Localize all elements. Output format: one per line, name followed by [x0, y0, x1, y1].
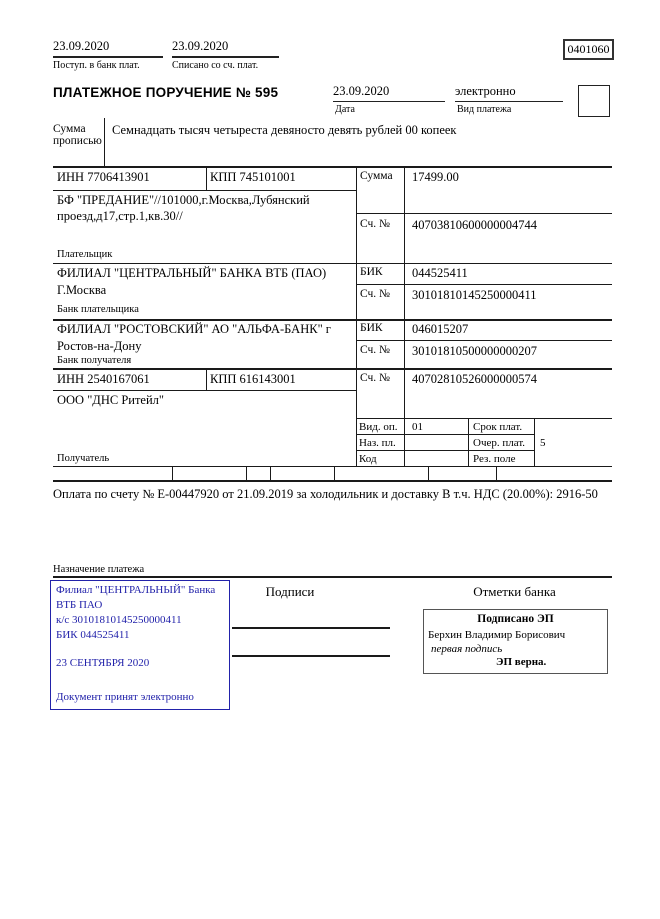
received-date-value: 23.09.2020 — [53, 39, 163, 58]
payer-name: БФ "ПРЕДАНИЕ"//101000,г.Москва,Лубянский проезд,д17,стр.1,кв.30// — [57, 193, 310, 223]
signatures-title: Подписи — [265, 584, 315, 599]
debited-date-value: 23.09.2020 — [172, 39, 279, 58]
debited-date-label: Списано со сч. плат. — [172, 60, 259, 71]
payee-kpp: КПП 616143001 — [210, 372, 296, 386]
table-line-v — [104, 118, 105, 166]
table-line-h — [53, 390, 356, 391]
payer-bank-account: 30101810145250000411 — [412, 288, 537, 302]
signature-line — [232, 627, 390, 629]
table-line-h — [356, 434, 534, 435]
payer-bank-account-label: Сч. № — [360, 288, 391, 300]
payee-bank-bik: 046015207 — [412, 322, 469, 336]
table-line-h — [356, 450, 534, 451]
stamp-corr-account: к/с 30101810145250000411 — [56, 614, 182, 626]
priority-checkbox — [578, 85, 610, 117]
form-code-box: 0401060 — [563, 39, 614, 60]
payer-bank-bik-label: БИК — [360, 266, 383, 278]
payee-bank-account-label: Сч. № — [360, 344, 391, 356]
payer-account-label: Сч. № — [360, 218, 391, 230]
bank-marks-title: Отметки банка — [473, 584, 556, 599]
payee-name: ООО "ДНС Ритейл" — [57, 393, 165, 407]
table-line-h — [356, 284, 612, 285]
table-line-h — [356, 418, 612, 419]
priority-value: 5 — [540, 437, 546, 449]
esign-verified: ЭП верна. — [496, 656, 547, 668]
table-line-h — [356, 213, 612, 214]
amount-words-value: Семнадцать тысяч четыреста девяносто девять рублей 00 копеек — [112, 123, 457, 137]
esignature-box — [423, 609, 608, 674]
table-line-v — [468, 418, 469, 466]
payment-term-label: Срок плат. — [473, 421, 523, 433]
payee-bank-city: Ростов-на-Дону — [57, 339, 142, 353]
stamp-bank-name-line2: ВТБ ПАО — [56, 599, 103, 611]
table-line-v — [206, 166, 207, 190]
payee-bank-name: ФИЛИАЛ "РОСТОВСКИЙ" АО "АЛЬФА-БАНК" г — [57, 322, 331, 336]
stamp-accepted-note: Документ принят электронно — [56, 691, 194, 704]
amount-cell-label: Сумма — [360, 170, 393, 182]
signature-line — [232, 655, 390, 657]
payer-label: Плательщик — [57, 249, 113, 260]
table-line-v — [334, 466, 335, 480]
payee-account: 40702810526000000574 — [412, 372, 537, 386]
stamp-bank-name-line1: Филиал "ЦЕНТРАЛЬНЫЙ" Банка — [56, 584, 216, 596]
stamp-date: 23 СЕНТЯБРЯ 2020 — [56, 657, 150, 669]
payee-account-label: Сч. № — [360, 372, 391, 384]
naz-pl-label: Наз. пл. — [359, 437, 396, 449]
table-line-h — [53, 368, 612, 370]
table-line-h — [53, 576, 612, 578]
payer-bank-label: Банк плательщика — [57, 304, 139, 315]
payer-bank-bik: 044525411 — [412, 266, 468, 280]
table-line-h — [53, 263, 612, 264]
esign-title: Подписано ЭП — [477, 613, 554, 625]
table-line-v — [270, 466, 271, 480]
payee-label: Получатель — [57, 453, 110, 464]
table-line-v — [534, 418, 535, 466]
payer-kpp: КПП 745101001 — [210, 170, 296, 184]
payer-bank-name: ФИЛИАЛ "ЦЕНТРАЛЬНЫЙ" БАНКА ВТБ (ПАО) — [57, 266, 327, 280]
payment-purpose-text: Оплата по счету № Е-00447920 от 21.09.2019 за холодильник и доставку В т.ч. НДС (20.00%): 2916-50 — [53, 487, 598, 501]
priority-label: Очер. плат. — [473, 437, 526, 449]
payer-account: 40703810600000004744 — [412, 218, 537, 232]
payee-bank-label: Банк получателя — [57, 355, 132, 366]
table-line-h — [53, 319, 612, 321]
table-line-v — [428, 466, 429, 480]
table-line-v — [496, 466, 497, 480]
table-line-h — [53, 480, 612, 482]
esign-signer-name: Берхин Владимир Борисович — [428, 629, 566, 641]
document-date-label: Дата — [335, 104, 355, 115]
table-line-v — [172, 466, 173, 480]
op-kind-value: 01 — [412, 421, 423, 433]
payee-bank-bik-label: БИК — [360, 322, 383, 334]
table-line-v — [404, 166, 405, 466]
received-date-label: Поступ. в банк плат. — [53, 60, 140, 71]
payer-bank-city: Г.Москва — [57, 283, 107, 297]
esign-note: первая подпись — [431, 643, 503, 655]
document-title: ПЛАТЕЖНОЕ ПОРУЧЕНИЕ № 595 — [53, 85, 279, 100]
table-line-h — [53, 190, 356, 191]
table-line-v — [246, 466, 247, 480]
amount-words-label: Сумма прописью — [53, 123, 102, 147]
amount-value: 17499.00 — [412, 170, 459, 184]
table-line-h — [356, 340, 612, 341]
table-line-h — [53, 466, 612, 467]
payee-inn: ИНН 2540167061 — [57, 372, 150, 386]
payment-kind-label: Вид платежа — [457, 104, 512, 115]
reserve-field-label: Рез. поле — [473, 453, 516, 465]
payment-kind-value: электронно — [455, 84, 563, 102]
payee-bank-account: 30101810500000000207 — [412, 344, 537, 358]
table-line-v — [206, 368, 207, 390]
stamp-bik: БИК 044525411 — [56, 629, 130, 641]
payer-inn: ИНН 7706413901 — [57, 170, 150, 184]
bank-stamp — [50, 580, 230, 710]
op-kind-label: Вид. оп. — [359, 421, 398, 433]
table-line-v — [356, 166, 357, 466]
payment-purpose-label: Назначение платежа — [53, 564, 145, 575]
document-date-value: 23.09.2020 — [333, 84, 445, 102]
table-line-h — [53, 166, 612, 168]
code-label: Код — [359, 453, 377, 465]
